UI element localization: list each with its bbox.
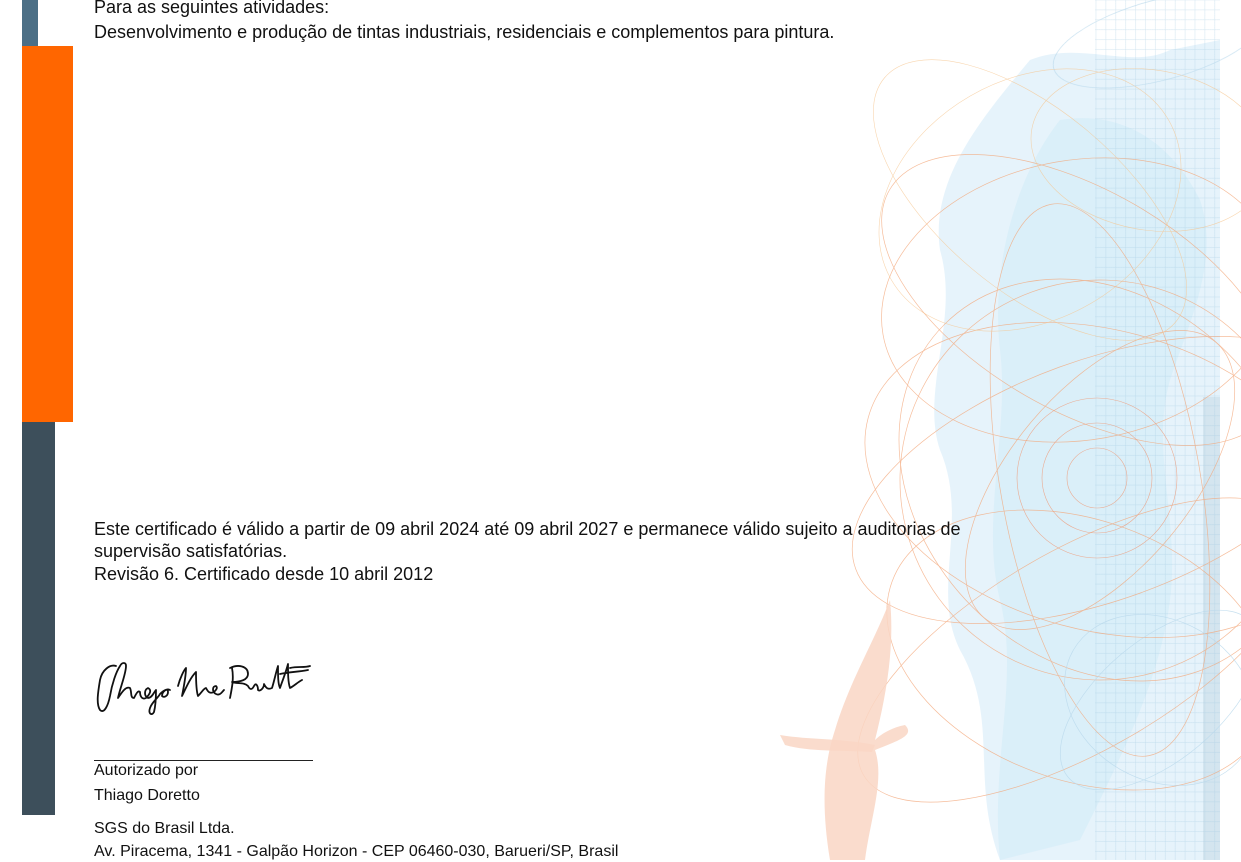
activities-description: Desenvolvimento e produção de tintas industriais, residenciais e complementos para pintura. <box>94 22 835 42</box>
authorized-by-label: Autorizado por <box>94 762 199 779</box>
left-accent-bar-top <box>22 0 38 46</box>
signatory-name: Thiago Doretto <box>94 787 200 804</box>
issuer-address: Av. Piracema, 1341 - Galpão Horizon - CEP 06460-030, Barueri/SP, Brasil <box>94 843 619 860</box>
revision-text: Revisão 6. Certificado desde 10 abril 2012 <box>94 564 434 584</box>
certificate-watermark <box>700 0 1241 860</box>
issuer-company: SGS do Brasil Ltda. <box>94 820 235 837</box>
validity-text-line1: Este certificado é válido a partir de 09 abril 2024 até 09 abril 2027 e permanece válido sujeito a auditorias de <box>94 519 961 539</box>
left-accent-bar-orange <box>22 46 73 422</box>
handwritten-signature <box>92 652 314 718</box>
left-accent-bar-dark <box>22 422 55 815</box>
activities-heading: Para as seguintes atividades: <box>94 0 330 17</box>
validity-text-line2: supervisão satisfatórias. <box>94 541 288 561</box>
